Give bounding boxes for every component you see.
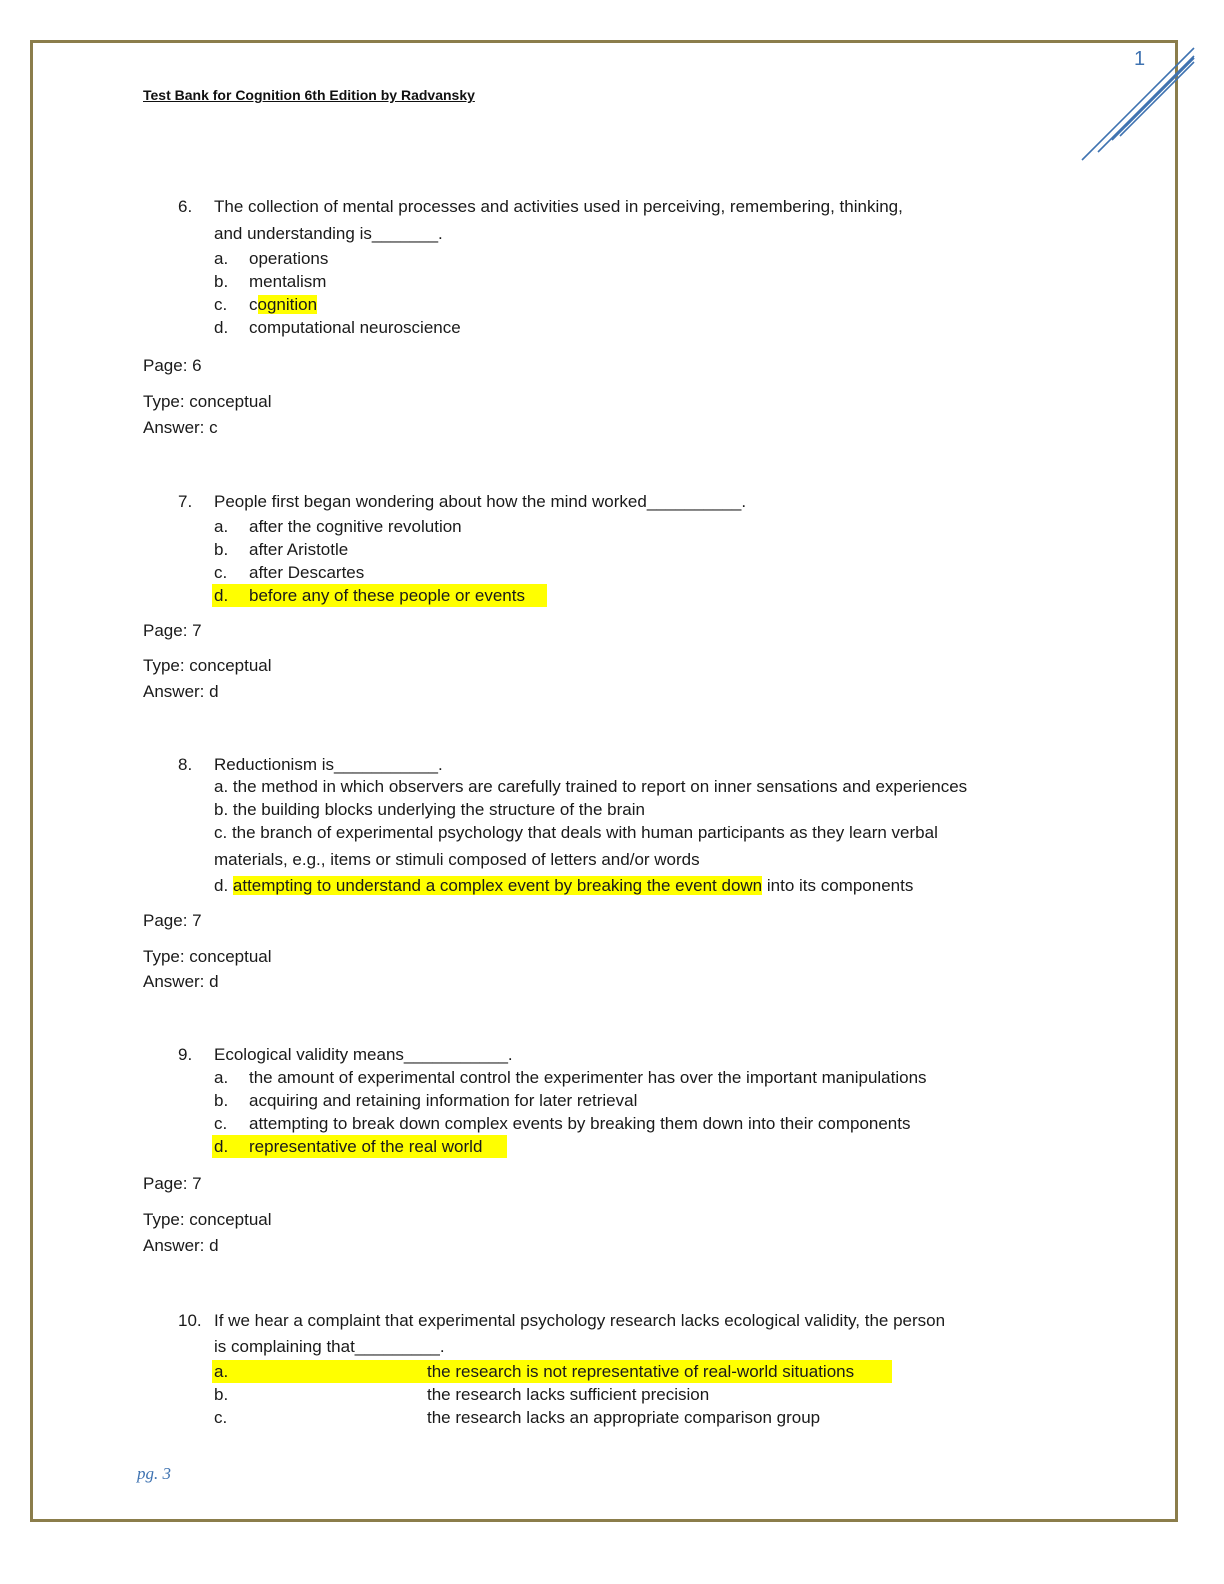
question-text: Ecological validity means___________.: [214, 1045, 513, 1064]
question-text: Reductionism is___________.: [214, 755, 443, 774]
option-letter: a.: [214, 517, 229, 536]
option-letter: a.: [214, 1362, 229, 1381]
question-number: 6.: [178, 197, 193, 216]
answer-key: Answer: d: [143, 1236, 219, 1255]
question-text: If we hear a complaint that experimental psychology research lacks ecological validity, the person: [214, 1311, 946, 1330]
option-letter: d.: [214, 1137, 229, 1156]
question-type: Type: conceptual: [143, 392, 272, 411]
question-text: The collection of mental processes and activities used in perceiving, remembering, thinking,: [214, 197, 903, 216]
option-text: after Descartes: [249, 563, 365, 582]
option-text: the amount of experimental control the experimenter has over the important manipulations: [249, 1068, 927, 1087]
option-text: c. the branch of experimental psychology that deals with human participants as they learn verbal: [214, 823, 938, 842]
footer-page-label: pg. 3: [137, 1464, 171, 1483]
option-letter: b.: [214, 540, 229, 559]
option-letter: d.: [214, 318, 229, 337]
answer-key: Answer: c: [143, 418, 218, 437]
question-number: 10.: [178, 1311, 202, 1330]
option-text: before any of these people or events: [249, 586, 525, 605]
question-type: Type: conceptual: [143, 656, 272, 675]
question-text: is complaining that_________.: [214, 1337, 445, 1356]
question-number: 8.: [178, 755, 193, 774]
question-text: People first began wondering about how the mind worked__________.: [214, 492, 747, 511]
option-text: [214, 875, 913, 897]
answer-key: Answer: d: [143, 682, 219, 701]
option-text: acquiring and retaining information for later retrieval: [249, 1091, 638, 1110]
option-text: a. the method in which observers are carefully trained to report on inner sensations and experiences: [214, 777, 968, 796]
option-text: operations: [249, 249, 329, 268]
option-letter: b.: [214, 1385, 229, 1404]
corner-page-number: 1: [1134, 48, 1146, 70]
option-text-part: into its components: [762, 876, 914, 895]
option-letter: b.: [214, 272, 229, 291]
option-letter: c.: [214, 295, 228, 314]
highlighted-answer: ognition: [257, 295, 318, 314]
option-letter: c.: [214, 563, 228, 582]
question-text: and understanding is_______.: [214, 224, 443, 243]
option-letter: a.: [214, 1068, 229, 1087]
question-type: Type: conceptual: [143, 1210, 272, 1229]
option-text: the research lacks an appropriate comparison group: [427, 1408, 821, 1427]
option-text: the research is not representative of real-world situations: [427, 1362, 855, 1381]
highlighted-answer: attempting to understand a complex event by breaking the event down: [232, 876, 763, 895]
option-text-part: d.: [214, 876, 233, 895]
page-reference: Page: 7: [143, 621, 202, 640]
option-text: after Aristotle: [249, 540, 349, 559]
option-text: attempting to break down complex events by breaking them down into their components: [249, 1114, 911, 1133]
option-letter: c.: [214, 1114, 228, 1133]
option-letter: c.: [214, 1408, 228, 1427]
option-text: mentalism: [249, 272, 327, 291]
option-text: the research lacks sufficient precision: [427, 1385, 710, 1404]
option-text: after the cognitive revolution: [249, 517, 462, 536]
question-number: 9.: [178, 1045, 193, 1064]
option-text: materials, e.g., items or stimuli composed of letters and/or words: [214, 850, 700, 869]
option-text: [249, 294, 317, 316]
corner-decoration: [1076, 40, 1200, 164]
option-text: representative of the real world: [249, 1137, 483, 1156]
option-text-part: c: [249, 295, 258, 314]
page-reference: Page: 7: [143, 911, 202, 930]
document-title: Test Bank for Cognition 6th Edition by Radvansky: [143, 87, 475, 103]
question-type: Type: conceptual: [143, 947, 272, 966]
option-text: b. the building blocks underlying the structure of the brain: [214, 800, 645, 819]
page-reference: Page: 6: [143, 356, 202, 375]
page-reference: Page: 7: [143, 1174, 202, 1193]
option-letter: a.: [214, 249, 229, 268]
option-letter: b.: [214, 1091, 229, 1110]
answer-key: Answer: d: [143, 972, 219, 991]
question-number: 7.: [178, 492, 193, 511]
option-text: computational neuroscience: [249, 318, 461, 337]
option-letter: d.: [214, 586, 229, 605]
